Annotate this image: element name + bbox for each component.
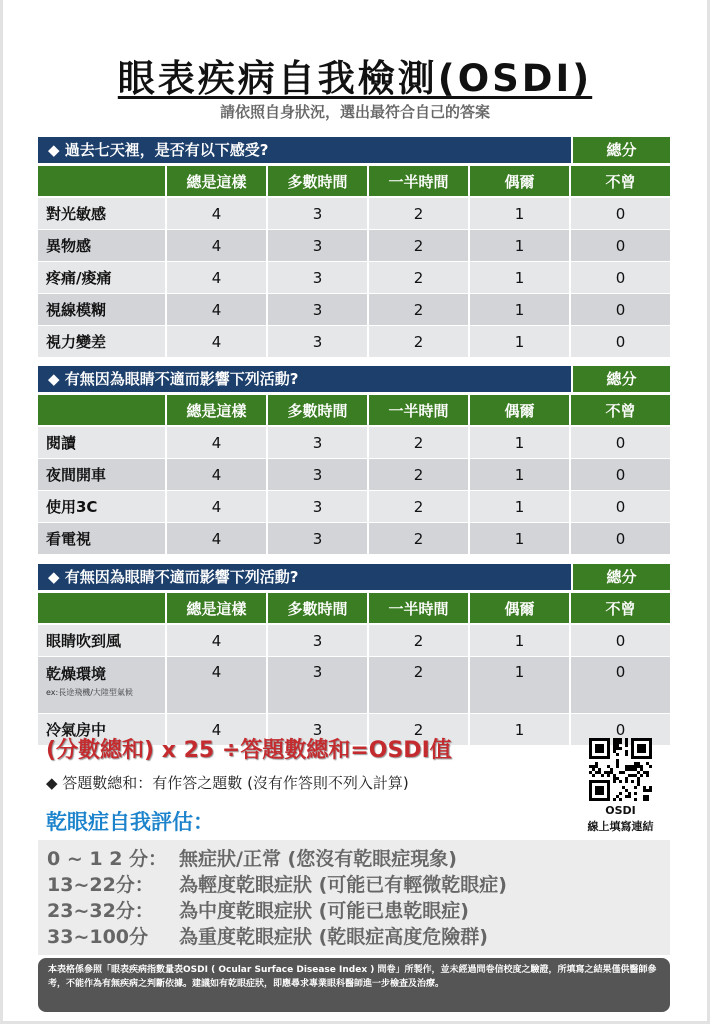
section-question: ◆ 有無因為眼睛不適而影響下列活動? bbox=[38, 564, 571, 590]
column-header: 偶爾 bbox=[470, 593, 569, 623]
row-label bbox=[38, 262, 165, 293]
score-cell[interactable]: 4 bbox=[167, 326, 266, 357]
section-question: ◆ 有無因為眼睛不適而影響下列活動? bbox=[38, 366, 571, 392]
row-label-text: 乾燥環境 bbox=[46, 665, 107, 683]
row-label bbox=[38, 625, 165, 656]
grade-item bbox=[47, 846, 670, 872]
grade-desc: 為重度乾眼症狀 (乾眼症高度危險群) bbox=[179, 926, 488, 948]
score-cell[interactable]: 4 bbox=[167, 657, 266, 713]
grade-desc: 為中度乾眼症狀 (可能已患乾眼症) bbox=[179, 900, 469, 922]
row-label bbox=[38, 491, 165, 522]
grade-range: 0 ~ 1 2 分： bbox=[47, 848, 168, 870]
grade-range: 33~100分 bbox=[47, 926, 149, 948]
score-cell[interactable]: 2 bbox=[369, 491, 468, 522]
row-label bbox=[38, 459, 165, 490]
score-cell[interactable]: 2 bbox=[369, 230, 468, 261]
column-header: 多數時間 bbox=[268, 395, 367, 425]
score-cell[interactable]: 0 bbox=[571, 198, 670, 229]
row-label bbox=[38, 326, 165, 357]
score-cell[interactable]: 0 bbox=[571, 491, 670, 522]
section-question: ◆ 過去七天裡，是否有以下感受? bbox=[38, 137, 571, 163]
column-header: 一半時間 bbox=[369, 593, 468, 623]
row-label-text: 使用3C bbox=[46, 498, 98, 516]
column-header: 多數時間 bbox=[268, 593, 367, 623]
self-evaluation-heading: 乾眼症自我評估： bbox=[46, 810, 214, 834]
section-symptoms bbox=[38, 137, 670, 358]
score-cell[interactable]: 0 bbox=[571, 326, 670, 357]
page-title: 眼表疾病自我檢測(OSDI) bbox=[117, 57, 593, 100]
formula-note: ◆ 答題數總和：有作答之題數 (沒有作答則不列入計算) bbox=[46, 774, 409, 792]
table-row bbox=[38, 326, 670, 357]
score-cell[interactable]: 3 bbox=[268, 198, 367, 229]
table-row bbox=[38, 523, 670, 554]
total-label: 總分 bbox=[573, 366, 670, 392]
row-label bbox=[38, 230, 165, 261]
score-cell[interactable]: 3 bbox=[268, 625, 367, 656]
table-row bbox=[38, 262, 670, 293]
column-header-blank bbox=[38, 593, 165, 623]
section-header bbox=[38, 366, 670, 392]
score-cell[interactable]: 4 bbox=[167, 427, 266, 458]
column-header-blank bbox=[38, 395, 165, 425]
row-label-text: 閱讀 bbox=[46, 434, 77, 452]
subtitle: 請依照自身狀況，選出最符合自己的答案 bbox=[219, 103, 490, 121]
score-cell[interactable]: 3 bbox=[268, 427, 367, 458]
score-cell[interactable]: 3 bbox=[268, 459, 367, 490]
qr-code-icon[interactable] bbox=[589, 738, 652, 801]
score-cell[interactable]: 2 bbox=[369, 625, 468, 656]
row-label-text: 視力變差 bbox=[46, 333, 107, 351]
score-cell[interactable]: 4 bbox=[167, 294, 266, 325]
score-cell[interactable]: 1 bbox=[470, 198, 569, 229]
grade-list bbox=[38, 840, 670, 955]
row-label-text: 冷氣房中 bbox=[46, 721, 107, 739]
row-label bbox=[38, 523, 165, 554]
column-header: 偶爾 bbox=[470, 395, 569, 425]
score-cell[interactable]: 2 bbox=[369, 427, 468, 458]
score-cell[interactable]: 2 bbox=[369, 459, 468, 490]
score-cell[interactable]: 0 bbox=[571, 294, 670, 325]
column-header: 總是這樣 bbox=[167, 166, 266, 196]
score-cell[interactable]: 0 bbox=[571, 230, 670, 261]
score-cell[interactable]: 2 bbox=[369, 294, 468, 325]
column-header-row bbox=[38, 166, 670, 196]
score-cell[interactable]: 1 bbox=[470, 459, 569, 490]
score-cell[interactable]: 1 bbox=[470, 625, 569, 656]
score-cell[interactable]: 0 bbox=[571, 523, 670, 554]
score-cell[interactable]: 4 bbox=[167, 459, 266, 490]
column-header: 不曾 bbox=[571, 593, 670, 623]
score-cell[interactable]: 2 bbox=[369, 262, 468, 293]
score-cell[interactable]: 1 bbox=[470, 294, 569, 325]
column-header-row bbox=[38, 593, 670, 623]
row-label bbox=[38, 294, 165, 325]
row-label bbox=[38, 427, 165, 458]
score-cell[interactable]: 4 bbox=[167, 230, 266, 261]
column-header: 不曾 bbox=[571, 395, 670, 425]
grade-item bbox=[47, 898, 670, 924]
grade-range: 23~32分： bbox=[47, 900, 154, 922]
osdi-formula: (分數總和) x 25 ÷答題數總和=OSDI值 bbox=[46, 738, 452, 763]
score-cell[interactable]: 3 bbox=[268, 230, 367, 261]
column-header: 一半時間 bbox=[369, 166, 468, 196]
score-cell[interactable]: 1 bbox=[470, 491, 569, 522]
score-cell[interactable]: 2 bbox=[369, 523, 468, 554]
column-header-blank bbox=[38, 166, 165, 196]
row-label-text: 視線模糊 bbox=[46, 301, 107, 319]
table-row bbox=[38, 459, 670, 490]
row-label-example: ex:長途飛機/大陸型氣候 bbox=[46, 688, 133, 697]
row-label-text: 眼睛吹到風 bbox=[46, 632, 122, 650]
grade-range: 13~22分： bbox=[47, 874, 154, 896]
total-label: 總分 bbox=[573, 137, 670, 163]
column-header: 總是這樣 bbox=[167, 395, 266, 425]
section-activities bbox=[38, 366, 670, 555]
row-label-text: 異物感 bbox=[46, 237, 92, 255]
score-cell[interactable]: 1 bbox=[470, 230, 569, 261]
section-environment bbox=[38, 564, 670, 746]
score-cell[interactable]: 0 bbox=[571, 657, 670, 713]
score-cell[interactable]: 1 bbox=[470, 523, 569, 554]
qr-label[interactable]: OSDI 線上填寫連結 bbox=[587, 804, 654, 833]
score-cell[interactable]: 4 bbox=[167, 262, 266, 293]
table-row bbox=[38, 491, 670, 522]
score-cell[interactable]: 1 bbox=[470, 427, 569, 458]
score-cell[interactable]: 0 bbox=[571, 427, 670, 458]
row-label-text: 對光敏感 bbox=[46, 205, 107, 223]
column-header: 不曾 bbox=[571, 166, 670, 196]
column-header: 偶爾 bbox=[470, 166, 569, 196]
score-cell[interactable]: 3 bbox=[268, 523, 367, 554]
score-cell[interactable]: 2 bbox=[369, 657, 468, 713]
score-cell[interactable]: 4 bbox=[167, 523, 266, 554]
grade-item bbox=[47, 872, 670, 898]
disclaimer: 本表格係參照「眼表疾病指數量表OSDI ( Ocular Surface Disease Index ) 問卷」所製作，並未經過問卷信校度之驗證，所填寫之結果僅供醫師參考，不能作為有無疾病之判斷依據。建議如有乾眼症狀，即應尋求專業眼科醫師進一步檢查及治療。 bbox=[38, 958, 670, 1012]
total-label: 總分 bbox=[573, 564, 670, 590]
score-cell[interactable]: 0 bbox=[571, 262, 670, 293]
score-cell[interactable]: 4 bbox=[167, 198, 266, 229]
score-cell[interactable]: 3 bbox=[268, 657, 367, 713]
grade-desc: 為輕度乾眼症狀 (可能已有輕微乾眼症) bbox=[179, 874, 507, 896]
table-row bbox=[38, 427, 670, 458]
score-cell[interactable]: 2 bbox=[369, 326, 468, 357]
section-header bbox=[38, 564, 670, 590]
score-cell[interactable]: 2 bbox=[369, 714, 468, 745]
score-cell[interactable]: 0 bbox=[571, 459, 670, 490]
score-cell[interactable]: 4 bbox=[167, 625, 266, 656]
table-row bbox=[38, 657, 670, 713]
table-row bbox=[38, 294, 670, 325]
score-cell[interactable]: 3 bbox=[268, 326, 367, 357]
grade-item bbox=[47, 924, 670, 950]
score-cell[interactable]: 4 bbox=[167, 491, 266, 522]
row-label-text: 看電視 bbox=[46, 530, 92, 548]
score-cell[interactable]: 2 bbox=[369, 198, 468, 229]
score-cell[interactable]: 0 bbox=[571, 625, 670, 656]
section-header bbox=[38, 137, 670, 163]
score-cell[interactable]: 4 bbox=[167, 714, 266, 745]
score-cell[interactable]: 3 bbox=[268, 294, 367, 325]
row-label bbox=[38, 657, 165, 713]
row-label-text: 夜間開車 bbox=[46, 466, 107, 484]
column-header-row bbox=[38, 395, 670, 425]
score-cell[interactable]: 1 bbox=[470, 262, 569, 293]
score-cell[interactable]: 3 bbox=[268, 491, 367, 522]
table-row bbox=[38, 625, 670, 656]
column-header: 總是這樣 bbox=[167, 593, 266, 623]
score-cell[interactable]: 1 bbox=[470, 326, 569, 357]
table-row bbox=[38, 230, 670, 261]
row-label bbox=[38, 198, 165, 229]
grade-desc: 無症狀/正常 (您沒有乾眼症現象) bbox=[179, 848, 457, 870]
score-cell[interactable]: 1 bbox=[470, 714, 569, 745]
column-header: 一半時間 bbox=[369, 395, 468, 425]
column-header: 多數時間 bbox=[268, 166, 367, 196]
table-row bbox=[38, 198, 670, 229]
row-label-text: 疼痛/痠痛 bbox=[46, 269, 112, 287]
score-cell[interactable]: 3 bbox=[268, 714, 367, 745]
score-cell[interactable]: 1 bbox=[470, 657, 569, 713]
score-cell[interactable]: 3 bbox=[268, 262, 367, 293]
score-cell[interactable]: 0 bbox=[571, 714, 670, 745]
